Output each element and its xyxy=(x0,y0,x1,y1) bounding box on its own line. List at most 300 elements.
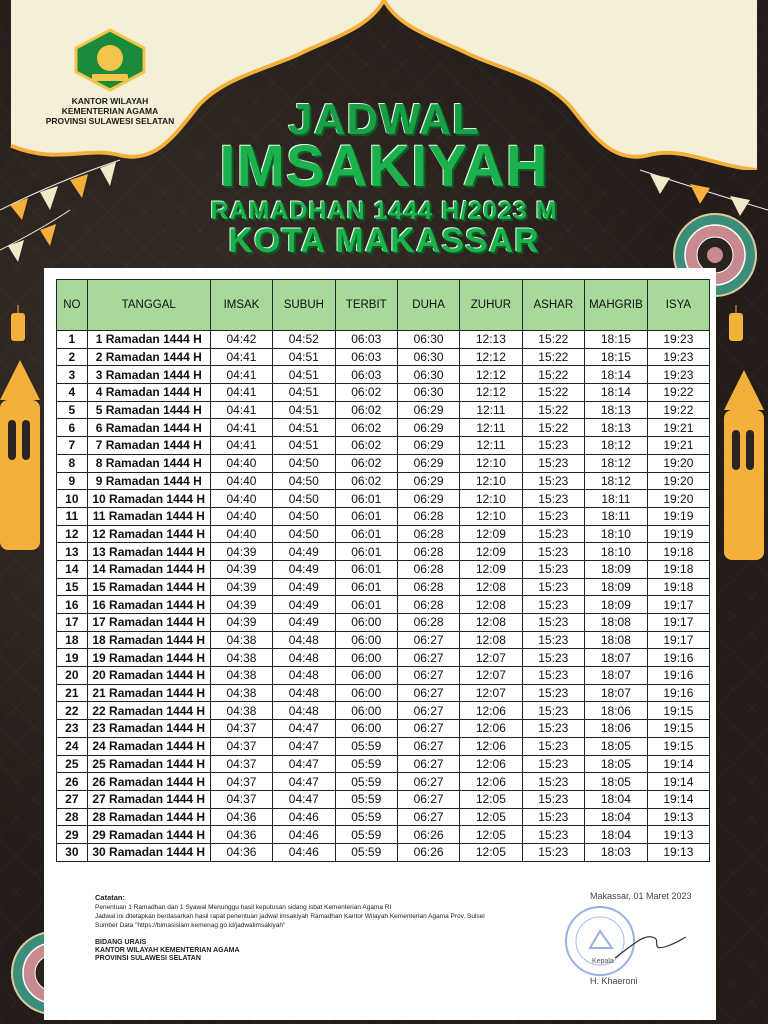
table-cell-ashar: 15:22 xyxy=(522,401,584,419)
table-row xyxy=(57,649,710,667)
table-cell-zuhur: 12:09 xyxy=(460,543,522,561)
table-cell-isya: 19:16 xyxy=(647,649,709,667)
office-line-3: PROVINSI SULAWESI SELATAN xyxy=(45,116,175,126)
header-mahgrib: MAHGRIB xyxy=(585,280,648,331)
bidang-line-1: BIDANG URAIS xyxy=(95,939,147,946)
table-cell-no: 25 xyxy=(57,755,88,773)
table-cell-imsak: 04:36 xyxy=(210,843,272,861)
table-cell-imsak: 04:38 xyxy=(210,702,272,720)
table-cell-zuhur: 12:05 xyxy=(460,843,522,861)
table-row xyxy=(57,808,710,826)
table-cell-mahgrib: 18:10 xyxy=(585,525,648,543)
table-cell-subuh: 04:49 xyxy=(273,596,335,614)
table-cell-subuh: 04:52 xyxy=(273,331,335,349)
table-cell-mahgrib: 18:14 xyxy=(585,384,648,402)
table-cell-isya: 19:13 xyxy=(647,843,709,861)
table-cell-mahgrib: 18:04 xyxy=(585,790,648,808)
table-row xyxy=(57,507,710,525)
table-cell-ashar: 15:23 xyxy=(522,790,584,808)
table-cell-ashar: 15:23 xyxy=(522,702,584,720)
table-cell-mahgrib: 18:12 xyxy=(585,472,648,490)
table-cell-subuh: 04:46 xyxy=(273,826,335,844)
table-cell-imsak: 04:38 xyxy=(210,631,272,649)
table-cell-ashar: 15:23 xyxy=(522,649,584,667)
table-cell-zuhur: 12:05 xyxy=(460,808,522,826)
table-cell-terbit: 06:02 xyxy=(335,419,397,437)
table-cell-zuhur: 12:12 xyxy=(460,384,522,402)
table-cell-no: 8 xyxy=(57,454,88,472)
table-cell-tanggal: 8 Ramadan 1444 H xyxy=(87,454,210,472)
table-cell-terbit: 06:01 xyxy=(335,490,397,508)
table-cell-mahgrib: 18:14 xyxy=(585,366,648,384)
table-row xyxy=(57,790,710,808)
table-cell-duha: 06:27 xyxy=(397,631,459,649)
table-cell-duha: 06:29 xyxy=(397,437,459,455)
table-cell-imsak: 04:39 xyxy=(210,614,272,632)
table-row xyxy=(57,401,710,419)
note-line-1: Penentuan 1 Ramadhan dan 1 Syawal Menunggu hasil keputusan sidang isbat Kementerian Agama RI xyxy=(95,904,392,911)
table-cell-no: 16 xyxy=(57,596,88,614)
official-stamp-signature xyxy=(560,903,690,983)
table-cell-terbit: 06:02 xyxy=(335,454,397,472)
table-cell-ashar: 15:22 xyxy=(522,331,584,349)
table-cell-ashar: 15:23 xyxy=(522,667,584,685)
table-cell-zuhur: 12:08 xyxy=(460,596,522,614)
table-cell-imsak: 04:41 xyxy=(210,366,272,384)
table-cell-duha: 06:26 xyxy=(397,843,459,861)
table-cell-ashar: 15:23 xyxy=(522,507,584,525)
note-line-3: Sumber Data "https://bimasislam.kemenag.go.id/jadwalimsakiyah" xyxy=(95,922,286,929)
table-cell-terbit: 06:03 xyxy=(335,366,397,384)
table-cell-ashar: 15:22 xyxy=(522,366,584,384)
table-cell-subuh: 04:50 xyxy=(273,454,335,472)
table-cell-ashar: 15:23 xyxy=(522,773,584,791)
table-row xyxy=(57,702,710,720)
table-cell-imsak: 04:41 xyxy=(210,419,272,437)
table-cell-imsak: 04:39 xyxy=(210,543,272,561)
table-cell-isya: 19:23 xyxy=(647,348,709,366)
table-cell-duha: 06:28 xyxy=(397,507,459,525)
table-body xyxy=(57,331,710,862)
table-cell-isya: 19:15 xyxy=(647,737,709,755)
table-row xyxy=(57,331,710,349)
small-lantern-left-icon xyxy=(8,305,28,345)
table-cell-ashar: 15:22 xyxy=(522,348,584,366)
table-cell-duha: 06:27 xyxy=(397,649,459,667)
table-cell-isya: 19:14 xyxy=(647,755,709,773)
table-row xyxy=(57,773,710,791)
table-cell-no: 23 xyxy=(57,720,88,738)
header-isya: ISYA xyxy=(647,280,709,331)
table-cell-imsak: 04:42 xyxy=(210,331,272,349)
table-cell-terbit: 06:01 xyxy=(335,560,397,578)
table-cell-isya: 19:16 xyxy=(647,684,709,702)
table-cell-subuh: 04:50 xyxy=(273,490,335,508)
header-imsak: IMSAK xyxy=(210,280,272,331)
header-duha: DUHA xyxy=(397,280,459,331)
table-cell-terbit: 05:59 xyxy=(335,737,397,755)
table-cell-terbit: 06:00 xyxy=(335,720,397,738)
table-cell-isya: 19:18 xyxy=(647,578,709,596)
table-cell-no: 20 xyxy=(57,667,88,685)
table-row xyxy=(57,560,710,578)
table-cell-mahgrib: 18:07 xyxy=(585,684,648,702)
table-cell-tanggal: 14 Ramadan 1444 H xyxy=(87,560,210,578)
table-row xyxy=(57,614,710,632)
table-cell-isya: 19:18 xyxy=(647,560,709,578)
table-cell-terbit: 06:00 xyxy=(335,649,397,667)
table-cell-terbit: 06:00 xyxy=(335,702,397,720)
table-cell-zuhur: 12:10 xyxy=(460,490,522,508)
table-cell-zuhur: 12:11 xyxy=(460,437,522,455)
table-cell-mahgrib: 18:06 xyxy=(585,720,648,738)
table-cell-mahgrib: 18:03 xyxy=(585,843,648,861)
table-cell-duha: 06:28 xyxy=(397,596,459,614)
table-cell-zuhur: 12:05 xyxy=(460,790,522,808)
table-cell-tanggal: 3 Ramadan 1444 H xyxy=(87,366,210,384)
table-cell-terbit: 06:01 xyxy=(335,596,397,614)
table-cell-ashar: 15:23 xyxy=(522,437,584,455)
table-cell-duha: 06:27 xyxy=(397,790,459,808)
table-cell-no: 15 xyxy=(57,578,88,596)
table-cell-ashar: 15:23 xyxy=(522,720,584,738)
table-cell-terbit: 06:02 xyxy=(335,437,397,455)
table-cell-subuh: 04:49 xyxy=(273,614,335,632)
table-cell-isya: 19:20 xyxy=(647,454,709,472)
table-cell-mahgrib: 18:04 xyxy=(585,826,648,844)
table-cell-duha: 06:30 xyxy=(397,348,459,366)
table-cell-tanggal: 16 Ramadan 1444 H xyxy=(87,596,210,614)
table-cell-isya: 19:20 xyxy=(647,490,709,508)
table-cell-duha: 06:28 xyxy=(397,543,459,561)
table-cell-zuhur: 12:10 xyxy=(460,472,522,490)
table-cell-mahgrib: 18:05 xyxy=(585,755,648,773)
table-cell-ashar: 15:23 xyxy=(522,525,584,543)
header-ashar: ASHAR xyxy=(522,280,584,331)
table-cell-zuhur: 12:06 xyxy=(460,737,522,755)
table-cell-tanggal: 30 Ramadan 1444 H xyxy=(87,843,210,861)
table-cell-isya: 19:19 xyxy=(647,525,709,543)
table-cell-imsak: 04:40 xyxy=(210,507,272,525)
table-cell-subuh: 04:50 xyxy=(273,472,335,490)
kemenag-logo-icon xyxy=(70,28,150,92)
table-cell-duha: 06:27 xyxy=(397,667,459,685)
table-cell-duha: 06:27 xyxy=(397,684,459,702)
table-cell-duha: 06:29 xyxy=(397,490,459,508)
table-cell-terbit: 06:01 xyxy=(335,507,397,525)
table-cell-ashar: 15:23 xyxy=(522,631,584,649)
table-cell-imsak: 04:39 xyxy=(210,578,272,596)
table-cell-no: 22 xyxy=(57,702,88,720)
table-cell-subuh: 04:50 xyxy=(273,525,335,543)
table-cell-zuhur: 12:07 xyxy=(460,667,522,685)
lantern-right-icon xyxy=(710,370,768,570)
table-cell-no: 12 xyxy=(57,525,88,543)
notes-heading: Catatan: xyxy=(95,893,126,902)
table-cell-zuhur: 12:05 xyxy=(460,826,522,844)
table-cell-subuh: 04:49 xyxy=(273,560,335,578)
table-cell-zuhur: 12:12 xyxy=(460,366,522,384)
table-cell-ashar: 15:23 xyxy=(522,755,584,773)
table-cell-isya: 19:15 xyxy=(647,702,709,720)
table-cell-tanggal: 4 Ramadan 1444 H xyxy=(87,384,210,402)
table-cell-terbit: 05:59 xyxy=(335,808,397,826)
table-cell-subuh: 04:51 xyxy=(273,437,335,455)
table-row xyxy=(57,596,710,614)
place-date: Makassar, 01 Maret 2023 xyxy=(590,891,692,901)
table-cell-duha: 06:30 xyxy=(397,384,459,402)
table-cell-isya: 19:23 xyxy=(647,366,709,384)
table-row xyxy=(57,755,710,773)
table-cell-terbit: 06:00 xyxy=(335,667,397,685)
table-cell-no: 29 xyxy=(57,826,88,844)
table-cell-duha: 06:28 xyxy=(397,578,459,596)
table-cell-subuh: 04:48 xyxy=(273,667,335,685)
table-cell-imsak: 04:38 xyxy=(210,684,272,702)
table-cell-zuhur: 12:11 xyxy=(460,419,522,437)
table-cell-subuh: 04:47 xyxy=(273,773,335,791)
table-cell-ashar: 15:23 xyxy=(522,808,584,826)
title-imsakiyah: IMSAKIYAH xyxy=(219,134,549,199)
table-cell-isya: 19:17 xyxy=(647,631,709,649)
title-city: KOTA MAKASSAR xyxy=(228,222,540,260)
bidang-line-2: KANTOR WILAYAH KEMENTERIAN AGAMA xyxy=(95,947,240,954)
table-cell-ashar: 15:22 xyxy=(522,384,584,402)
table-cell-tanggal: 6 Ramadan 1444 H xyxy=(87,419,210,437)
table-cell-tanggal: 1 Ramadan 1444 H xyxy=(87,331,210,349)
table-cell-subuh: 04:49 xyxy=(273,543,335,561)
table-cell-no: 30 xyxy=(57,843,88,861)
table-cell-no: 13 xyxy=(57,543,88,561)
table-cell-mahgrib: 18:09 xyxy=(585,560,648,578)
imsakiyah-table xyxy=(56,279,710,862)
table-cell-duha: 06:27 xyxy=(397,755,459,773)
note-line-2: Jadwal ini ditetapkan berdasarkan hasil rapat penentuan jadwal imsakiyah Ramadhan Kantor Wilayah Kementerian Agama Prov. Sulsel xyxy=(95,913,485,920)
table-cell-terbit: 05:59 xyxy=(335,773,397,791)
table-cell-subuh: 04:51 xyxy=(273,419,335,437)
table-cell-tanggal: 2 Ramadan 1444 H xyxy=(87,348,210,366)
table-cell-imsak: 04:40 xyxy=(210,525,272,543)
table-cell-no: 6 xyxy=(57,419,88,437)
table-cell-imsak: 04:39 xyxy=(210,596,272,614)
table-row xyxy=(57,437,710,455)
table-cell-subuh: 04:51 xyxy=(273,384,335,402)
table-cell-mahgrib: 18:10 xyxy=(585,543,648,561)
table-cell-mahgrib: 18:07 xyxy=(585,667,648,685)
table-row xyxy=(57,419,710,437)
table-cell-imsak: 04:37 xyxy=(210,773,272,791)
table-cell-isya: 19:14 xyxy=(647,773,709,791)
stamp-role: Kepala xyxy=(592,958,614,965)
table-row xyxy=(57,525,710,543)
table-cell-ashar: 15:23 xyxy=(522,578,584,596)
table-cell-ashar: 15:23 xyxy=(522,560,584,578)
table-cell-duha: 06:26 xyxy=(397,826,459,844)
table-cell-duha: 06:30 xyxy=(397,366,459,384)
table-cell-tanggal: 9 Ramadan 1444 H xyxy=(87,472,210,490)
table-cell-imsak: 04:36 xyxy=(210,826,272,844)
table-cell-imsak: 04:36 xyxy=(210,808,272,826)
table-cell-tanggal: 23 Ramadan 1444 H xyxy=(87,720,210,738)
table-cell-zuhur: 12:06 xyxy=(460,773,522,791)
table-cell-no: 19 xyxy=(57,649,88,667)
table-cell-subuh: 04:49 xyxy=(273,578,335,596)
table-cell-duha: 06:27 xyxy=(397,737,459,755)
table-cell-no: 7 xyxy=(57,437,88,455)
table-cell-subuh: 04:51 xyxy=(273,348,335,366)
table-cell-duha: 06:27 xyxy=(397,702,459,720)
table-cell-terbit: 06:03 xyxy=(335,331,397,349)
table-row xyxy=(57,737,710,755)
table-cell-imsak: 04:37 xyxy=(210,755,272,773)
table-cell-mahgrib: 18:08 xyxy=(585,631,648,649)
table-cell-mahgrib: 18:05 xyxy=(585,773,648,791)
table-cell-tanggal: 20 Ramadan 1444 H xyxy=(87,667,210,685)
table-cell-imsak: 04:40 xyxy=(210,472,272,490)
table-cell-mahgrib: 18:09 xyxy=(585,596,648,614)
table-cell-zuhur: 12:06 xyxy=(460,755,522,773)
table-row xyxy=(57,472,710,490)
header-terbit: TERBIT xyxy=(335,280,397,331)
table-row xyxy=(57,631,710,649)
table-cell-tanggal: 21 Ramadan 1444 H xyxy=(87,684,210,702)
table-cell-mahgrib: 18:04 xyxy=(585,808,648,826)
table-cell-mahgrib: 18:09 xyxy=(585,578,648,596)
table-cell-no: 10 xyxy=(57,490,88,508)
table-cell-duha: 06:29 xyxy=(397,454,459,472)
table-cell-mahgrib: 18:11 xyxy=(585,490,648,508)
table-cell-imsak: 04:40 xyxy=(210,490,272,508)
table-cell-terbit: 06:01 xyxy=(335,525,397,543)
table-cell-mahgrib: 18:13 xyxy=(585,419,648,437)
table-cell-subuh: 04:47 xyxy=(273,720,335,738)
table-cell-mahgrib: 18:11 xyxy=(585,507,648,525)
table-cell-terbit: 05:59 xyxy=(335,843,397,861)
table-cell-zuhur: 12:06 xyxy=(460,720,522,738)
table-cell-tanggal: 22 Ramadan 1444 H xyxy=(87,702,210,720)
table-cell-duha: 06:29 xyxy=(397,401,459,419)
table-cell-ashar: 15:23 xyxy=(522,826,584,844)
table-cell-isya: 19:16 xyxy=(647,667,709,685)
table-cell-mahgrib: 18:15 xyxy=(585,331,648,349)
table-cell-isya: 19:19 xyxy=(647,507,709,525)
table-cell-terbit: 06:01 xyxy=(335,543,397,561)
table-cell-tanggal: 11 Ramadan 1444 H xyxy=(87,507,210,525)
table-cell-no: 3 xyxy=(57,366,88,384)
table-cell-no: 17 xyxy=(57,614,88,632)
table-cell-tanggal: 13 Ramadan 1444 H xyxy=(87,543,210,561)
table-cell-no: 2 xyxy=(57,348,88,366)
table-cell-no: 24 xyxy=(57,737,88,755)
table-cell-zuhur: 12:07 xyxy=(460,684,522,702)
table-cell-isya: 19:17 xyxy=(647,614,709,632)
table-cell-ashar: 15:23 xyxy=(522,472,584,490)
table-cell-mahgrib: 18:12 xyxy=(585,454,648,472)
table-cell-isya: 19:13 xyxy=(647,826,709,844)
header-no: NO xyxy=(57,280,88,331)
table-cell-ashar: 15:23 xyxy=(522,737,584,755)
table-cell-mahgrib: 18:05 xyxy=(585,737,648,755)
table-cell-terbit: 06:02 xyxy=(335,401,397,419)
table-cell-mahgrib: 18:12 xyxy=(585,437,648,455)
table-row xyxy=(57,384,710,402)
table-cell-subuh: 04:48 xyxy=(273,649,335,667)
table-cell-tanggal: 15 Ramadan 1444 H xyxy=(87,578,210,596)
table-cell-isya: 19:17 xyxy=(647,596,709,614)
table-cell-tanggal: 18 Ramadan 1444 H xyxy=(87,631,210,649)
table-cell-no: 27 xyxy=(57,790,88,808)
table-cell-mahgrib: 18:15 xyxy=(585,348,648,366)
table-cell-imsak: 04:37 xyxy=(210,737,272,755)
table-row xyxy=(57,826,710,844)
table-cell-zuhur: 12:12 xyxy=(460,348,522,366)
bidang-line-3: PROVINSI SULAWESI SELATAN xyxy=(95,955,201,962)
table-cell-imsak: 04:38 xyxy=(210,649,272,667)
table-cell-zuhur: 12:10 xyxy=(460,454,522,472)
header-subuh: SUBUH xyxy=(273,280,335,331)
table-cell-isya: 19:21 xyxy=(647,437,709,455)
table-cell-imsak: 04:38 xyxy=(210,667,272,685)
table-cell-zuhur: 12:11 xyxy=(460,401,522,419)
table-cell-no: 21 xyxy=(57,684,88,702)
table-cell-subuh: 04:47 xyxy=(273,737,335,755)
table-cell-duha: 06:29 xyxy=(397,419,459,437)
bidang-block xyxy=(95,939,240,963)
table-cell-duha: 06:28 xyxy=(397,525,459,543)
table-cell-isya: 19:20 xyxy=(647,472,709,490)
table-cell-terbit: 06:02 xyxy=(335,384,397,402)
table-cell-mahgrib: 18:06 xyxy=(585,702,648,720)
table-cell-tanggal: 26 Ramadan 1444 H xyxy=(87,773,210,791)
table-cell-tanggal: 10 Ramadan 1444 H xyxy=(87,490,210,508)
office-line-1: KANTOR WILAYAH xyxy=(71,96,149,106)
table-cell-no: 9 xyxy=(57,472,88,490)
table-cell-zuhur: 12:09 xyxy=(460,525,522,543)
table-cell-subuh: 04:51 xyxy=(273,401,335,419)
table-cell-mahgrib: 18:08 xyxy=(585,614,648,632)
table-cell-isya: 19:22 xyxy=(647,384,709,402)
table-cell-imsak: 04:39 xyxy=(210,560,272,578)
table-row xyxy=(57,490,710,508)
table-cell-isya: 19:22 xyxy=(647,401,709,419)
table-cell-isya: 19:15 xyxy=(647,720,709,738)
table-row xyxy=(57,348,710,366)
table-cell-no: 14 xyxy=(57,560,88,578)
table-cell-tanggal: 12 Ramadan 1444 H xyxy=(87,525,210,543)
table-cell-ashar: 15:23 xyxy=(522,596,584,614)
table-cell-ashar: 15:23 xyxy=(522,843,584,861)
table-cell-ashar: 15:23 xyxy=(522,543,584,561)
table-cell-duha: 06:28 xyxy=(397,560,459,578)
table-cell-tanggal: 7 Ramadan 1444 H xyxy=(87,437,210,455)
table-cell-no: 11 xyxy=(57,507,88,525)
table-cell-ashar: 15:22 xyxy=(522,419,584,437)
small-lantern-right-icon xyxy=(726,305,746,345)
table-cell-ashar: 15:23 xyxy=(522,684,584,702)
table-row xyxy=(57,366,710,384)
table-cell-terbit: 06:00 xyxy=(335,684,397,702)
table-cell-imsak: 04:41 xyxy=(210,401,272,419)
table-cell-isya: 19:13 xyxy=(647,808,709,826)
title-ramadhan: RAMADHAN 1444 H/2023 M xyxy=(210,197,558,225)
table-cell-zuhur: 12:08 xyxy=(460,614,522,632)
header-tanggal: TANGGAL xyxy=(87,280,210,331)
table-cell-zuhur: 12:06 xyxy=(460,702,522,720)
table-cell-zuhur: 12:10 xyxy=(460,507,522,525)
table-cell-imsak: 04:41 xyxy=(210,384,272,402)
notes-section xyxy=(95,893,555,930)
table-cell-isya: 19:18 xyxy=(647,543,709,561)
